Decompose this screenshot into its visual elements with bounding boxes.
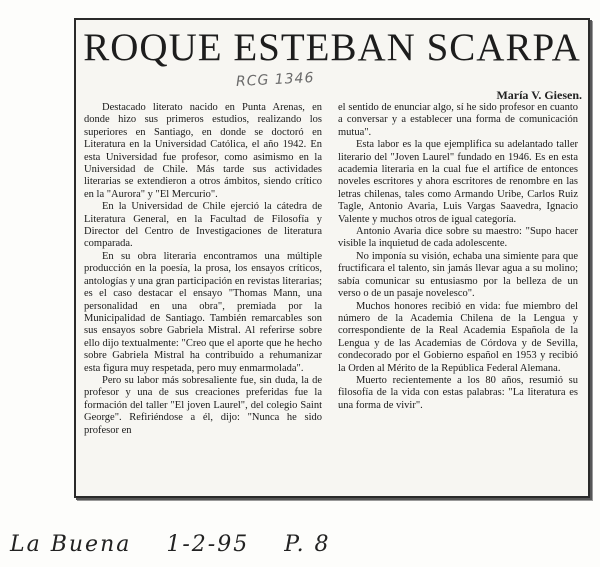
catalog-stamp: RCG 1346 [235, 69, 315, 91]
article-headline: ROQUE ESTEBAN SCARPA [83, 26, 581, 69]
page-number: P. 8 [284, 532, 331, 557]
paragraph: Pero su labor más sobresaliente fue, sin duda, la de profesor y una de sus creaciones preferidas fue la formación del taller "El joven Laurel", del colegio Saint George". Refiriéndose a él, dijo: "Nunca he sido profesor en [84, 374, 322, 436]
paragraph: Muchos honores recibió en vida: fue miembro del número de la Academia Chilena de la Lengua y correspondiente de la Real Academia Española de la Lengua y de las Academias de Córdova y de Sevilla, condecorado por el Gobierno español en 1953 y recibió la Orden al Mérito de la República Federal Alemana. [338, 300, 578, 374]
article-byline: María V. Giesen. [496, 88, 582, 102]
paragraph: En su obra literaria encontramos una múltiple producción en la poesía, la prosa, los ensayos críticos, antologías y una gran participación en revistas literarias; es el caso destacar el ensayo "Thomas Mann, una personalidad en una obra", premiada por la Municipalidad de Santiago. También remarcables son sus ensayos sobre Gabriela Mistral. Al referirse sobre ello dijo textualmente: "Creo que el aporte que he hecho sobre Gabriela Mistral ha contribuido a rehumanizar esta figura muy respetada, pero muy enmarmolada". [84, 250, 322, 374]
right-column [338, 102, 578, 412]
publication-date: 1-2-95 [166, 532, 250, 557]
handwritten-annotation [10, 532, 357, 557]
publication-name: La Buena [10, 532, 132, 557]
newspaper-clipping [74, 18, 590, 498]
paragraph: Destacado literato nacido en Punta Arenas, en donde hizo sus primeros estudios, realizando los superiores en Santiago, en donde se doctoró en Literatura en la Universidad Católica, el año 1942. En esta Universidad fue profesor, como asimismo en la Universidad de Chile. Más tarde sus actividades literarias se extendieron a otros ámbitos, siendo crítico en la "Aurora" y "El Mercurio". [84, 102, 322, 200]
paragraph: Esta labor es la que ejemplifica su adelantado taller literario del "Joven Laurel" fundado en 1946. Es en esta academia literaria en la cual fue el artífice de entonces noveles escritores y ahora escritores de renombre en las letras chilenas, tales como Armando Uribe, Carlos Ruiz Tagle, Antonio Avaria, Luis Vargas Saavedra, Ignacio Valente y muchos otros de igual categoría. [338, 139, 578, 225]
paragraph: No imponía su visión, echaba una simiente para que fructificara el talento, sin jamás llevar agua a su molino; sabía comunicar su entusiasmo por la belleza de un verso o de un pasaje novelesco". [338, 250, 578, 300]
paragraph: Antonio Avaria dice sobre su maestro: "Supo hacer visible la inquietud de cada adolescente. [338, 226, 578, 250]
paragraph: el sentido de enunciar algo, sí he sido profesor en cuanto a conversar y a establecer una forma de comunicación mutua". [338, 102, 578, 138]
paragraph: En la Universidad de Chile ejerció la cátedra de Literatura General, en la Facultad de Filosofía y Director del Centro de Investigaciones de literatura comparada. [84, 201, 322, 250]
paragraph: Muerto recientemente a los 80 años, resumió su filosofía de la vida con estas palabras: "La literatura es una forma de vivir". [338, 374, 578, 411]
left-column [84, 102, 322, 437]
